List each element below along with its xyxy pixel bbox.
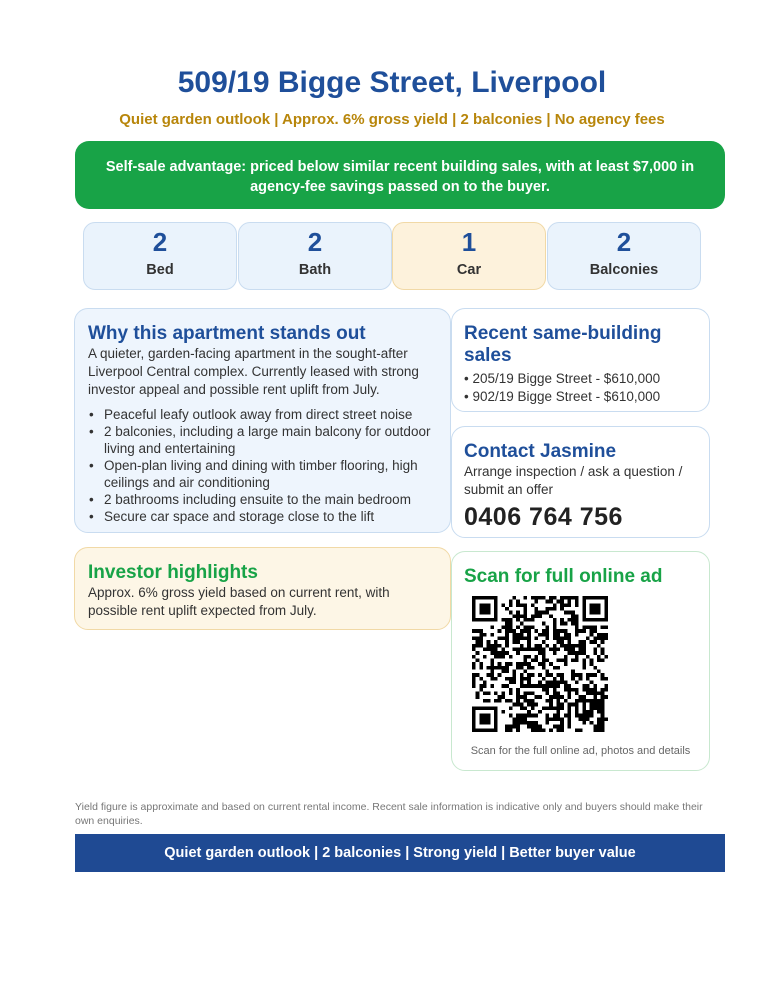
- why-heading: Why this apartment stands out: [88, 323, 366, 344]
- list-item: • 2 balconies, including a large main balcony for outdoor living and entertaining: [88, 423, 437, 457]
- stat-bath-value: 2: [307, 227, 323, 257]
- stat-bed-label: Bed: [146, 262, 174, 278]
- stat-car: [392, 222, 546, 290]
- sales-card: [451, 308, 710, 412]
- stat-balconies-label: Balconies: [589, 262, 659, 278]
- why-intro: A quieter, garden-facing apartment in the sought-after Liverpool Central complex. Currently leased with strong investor appeal and possible rent uplift from July.: [88, 346, 419, 397]
- stat-car-value: 1: [461, 227, 477, 257]
- self-sale-banner: [75, 141, 725, 209]
- investor-text: Approx. 6% gross yield based on current rent, with possible rent uplift expected from July.: [88, 585, 390, 618]
- investor-heading: Investor highlights: [88, 562, 258, 583]
- phone-number[interactable]: 0406 764 756: [464, 503, 623, 531]
- stat-bed: [83, 222, 237, 290]
- stat-balconies: [547, 222, 701, 290]
- sales-heading: Recent same-building sales: [464, 323, 662, 366]
- stat-bath: [238, 222, 392, 290]
- footer-bar: [75, 834, 725, 872]
- page-subtitle: Quiet garden outlook | Approx. 6% gross yield | 2 balconies | No agency fees: [119, 111, 665, 128]
- footer-text: Quiet garden outlook | 2 balconies | Strong yield | Better buyer value: [164, 845, 636, 861]
- qr-card: [451, 551, 710, 771]
- disclaimer: Yield figure is approximate and based on current rental income. Recent sale information is indicative only and buyers should make their own enquiries.: [75, 801, 703, 827]
- feature-list: [88, 406, 437, 525]
- list-item: • 2 bathrooms including ensuite to the main bedroom: [88, 491, 437, 508]
- stat-bed-value: 2: [152, 227, 168, 257]
- list-item: • 902/19 Bigge Street - $610,000: [464, 389, 661, 404]
- banner-text: Self-sale advantage: priced below similar recent building sales, with at least $7,000 in agency-fee savings passed on to the buyer.: [105, 159, 695, 195]
- list-item: • Peaceful leafy outlook away from direct street noise: [88, 406, 437, 423]
- contact-heading: Contact Jasmine: [464, 441, 617, 462]
- page-title: 509/19 Bigge Street, Liverpool: [177, 66, 607, 99]
- investor-card: [74, 547, 451, 630]
- contact-card: [451, 426, 710, 538]
- list-item: • Open-plan living and dining with timber flooring, high ceilings and air conditioning: [88, 457, 437, 491]
- contact-text: Arrange inspection / ask a question / submit an offer: [464, 464, 683, 497]
- qr-caption: Scan for the full online ad, photos and details: [470, 745, 691, 757]
- qr-heading: Scan for full online ad: [464, 566, 663, 587]
- list-item: • Secure car space and storage close to the lift: [88, 508, 437, 525]
- list-item: • 205/19 Bigge Street - $610,000: [464, 371, 661, 386]
- stat-balconies-value: 2: [616, 227, 632, 257]
- sales-list: [464, 370, 697, 406]
- stat-bath-label: Bath: [298, 262, 332, 278]
- qr-code-icon[interactable]: [472, 596, 608, 732]
- stat-car-label: Car: [456, 262, 482, 278]
- why-card: [74, 308, 451, 533]
